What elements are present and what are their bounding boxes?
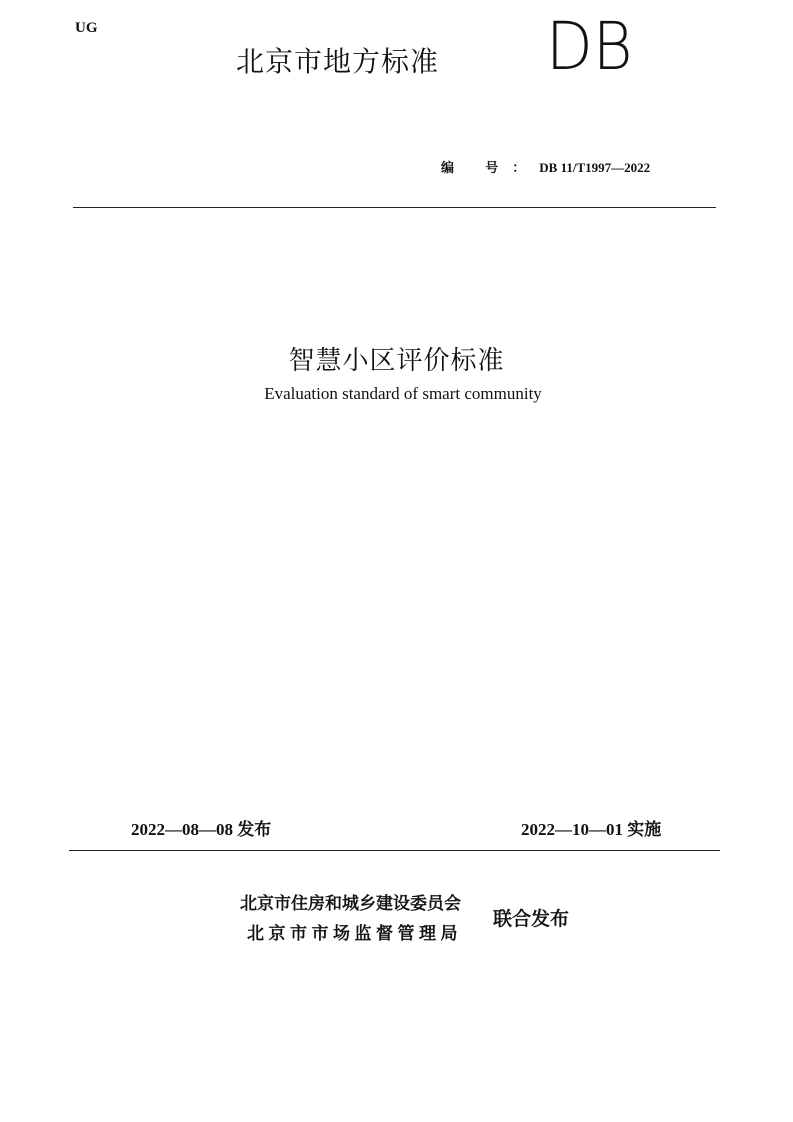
ug-label: UG (75, 20, 98, 36)
publish-date: 2022—08—08 发布 (131, 820, 272, 839)
document-title: 智慧小区评价标准 (288, 346, 505, 376)
top-divider (73, 207, 716, 208)
standard-category-title: 北京市地方标准 (236, 45, 440, 78)
issuer-line-2: 北京市市场监督管理局 (247, 924, 462, 944)
issuer-line-1: 北京市住房和城乡建设委员会 (240, 894, 461, 914)
standard-code (441, 157, 650, 176)
document-subtitle-english: Evaluation standard of smart community (264, 384, 542, 403)
standard-code-label: 编 号： (441, 160, 540, 175)
db-mark: DB (546, 8, 633, 85)
standard-code-value: DB 11/T1997—2022 (539, 160, 651, 175)
implement-date: 2022—10—01 实施 (521, 820, 662, 839)
joint-issue-label: 联合发布 (493, 908, 570, 930)
bottom-divider (69, 850, 720, 851)
